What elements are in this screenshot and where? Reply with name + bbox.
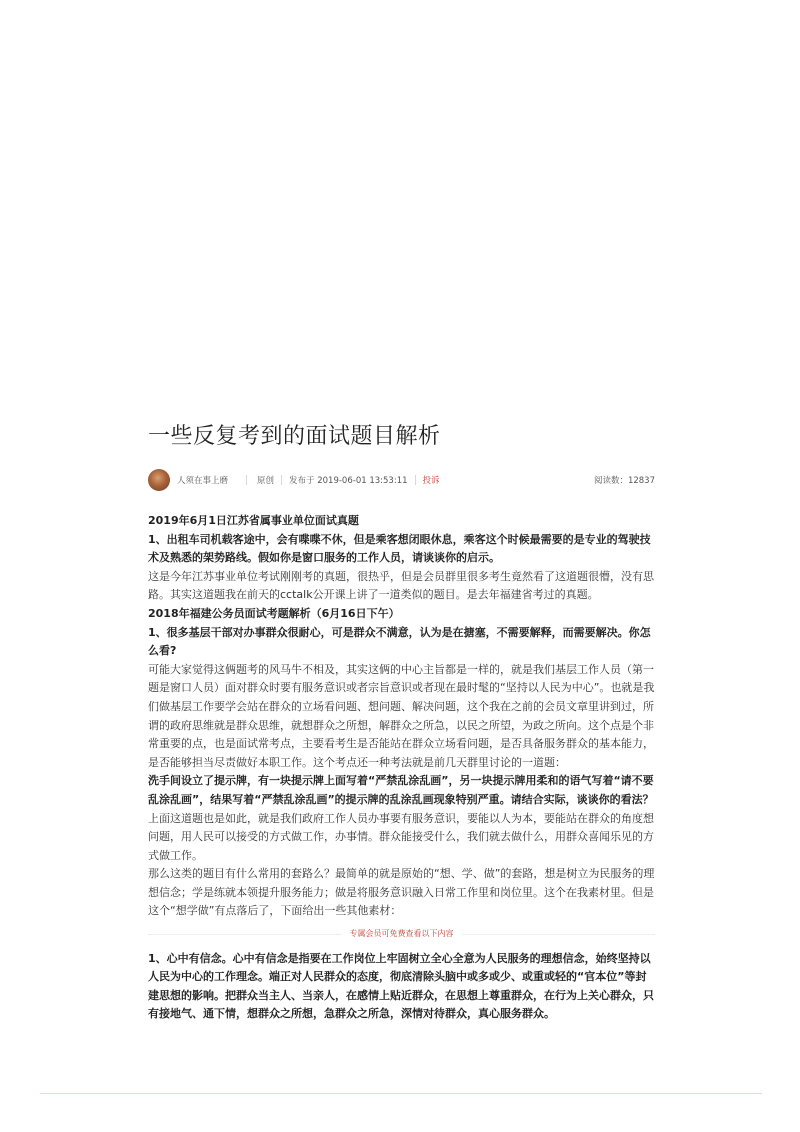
paragraph: 1、心中有信念。心中有信念是指要在工作岗位上牢固树立全心全意为人民服务的理想信念，始终坚持以人民为中心的工作理念。端正对人民群众的态度，彻底清除头脑中或多或少、或重或轻的“官本位”等封建思想的影响。把群众当主人、当亲人，在感情上贴近群众，在思想上尊重群众，在行为上关心群众，只有接地气、通下情，想群众之所想，急群众之所急，深情对待群众，真心服务群众。	[148, 951, 654, 1021]
paywall-line	[40, 1093, 762, 1094]
author-name[interactable]: 人须在事上磨	[177, 476, 229, 486]
meta-divider	[281, 475, 282, 485]
meta-divider	[415, 475, 416, 485]
article-body	[148, 512, 655, 1024]
paragraph: 这是今年江苏事业单位考试刚刚考的真题，很热乎，但是会员群里很多考生竟然看了这道题很懵，没有思路。其实这道题我在前天的cctalk公开课上讲了一道类似的题目。是去年福建省考过的真题。	[148, 569, 654, 602]
avatar[interactable]	[148, 469, 170, 491]
paragraph: 那么这类的题目有什么常用的套路么？最简单的就是原始的“想、学、做”的套路，想是树立为民服务的理想信念；学是练就本领提升服务能力；做是将服务意识融入日常工作里和岗位里。这个在我素材里。但是这个“想学做”有点落后了，下面给出一些其他素材：	[148, 867, 655, 918]
publish-time: 发布于 2019-06-01 13:53:11	[289, 476, 408, 486]
read-count: 阅读数：12837	[593, 476, 655, 486]
divider-line	[462, 934, 656, 935]
paragraph: 1、很多基层干部对办事群众很耐心，可是群众不满意，认为是在搪塞，不需要解释，而需要解决。你怎么看?	[148, 625, 651, 658]
paragraph: 上面这道题也是如此，就是我们政府工作人员办事要有服务意识，要能以人为本，要能站在群众的角度想问题，用人民可以接受的方式做工作，办事情。群众能接受什么，我们就去做什么，用群众喜闻乐见的方式做工作。	[148, 811, 654, 862]
report-link[interactable]: 投诉	[422, 476, 440, 486]
article	[148, 420, 655, 1024]
paragraph: 2019年6月1日江苏省属事业单位面试真题	[148, 514, 359, 527]
article-type: 原创	[257, 476, 275, 486]
article-meta	[148, 468, 655, 492]
members-only-label[interactable]: 专属会员可免费查看以下内容	[349, 929, 454, 939]
paragraph: 2018年福建公务员面试考题解析（6月16日下午）	[148, 606, 400, 620]
article-title: 一些反复考到的面试题目解析	[148, 424, 441, 449]
meta-divider	[246, 475, 247, 485]
paragraph: 洗手间设立了提示牌，有一块提示牌上面写着“严禁乱涂乱画”，另一块提示牌用柔和的语气写着“请不要乱涂乱画”，结果写着“严禁乱涂乱画”的提示牌的乱涂乱画现象特别严重。请结合实际，谈谈你的看法？	[148, 774, 654, 806]
divider-line	[148, 934, 342, 935]
members-only-divider	[148, 925, 655, 944]
paragraph: 可能大家觉得这俩题考的风马牛不相及，其实这俩的中心主旨都是一样的，就是我们基层工作人员（第一题是窗口人员）面对群众时要有服务意识或者宗旨意识或者现在最时髦的“坚持以人民为中心”。也就是我们做基层工作要学会站在群众的立场看问题、想问题、解决问题，这个我在之前的会员文章里讲到过，所谓的政府思维就是群众思维，就想群众之所想，解群众之所急，以民之所望，为政之所向。这个点是个非常重要的点，也是面试常考点，主要看考生是否能站在群众立场看问题，是否具备服务群众的基本能力，是否能够担当尽责做好本职工作。这个考点还一种考法就是前几天群里讨论的一道题：	[148, 662, 655, 769]
paragraph: 1、出租车司机载客途中，会有喋喋不休，但是乘客想闭眼休息，乘客这个时候最需要的是专业的驾驶技术及熟悉的架势路线。假如你是窗口服务的工作人员，请谈谈你的启示。	[148, 532, 651, 565]
